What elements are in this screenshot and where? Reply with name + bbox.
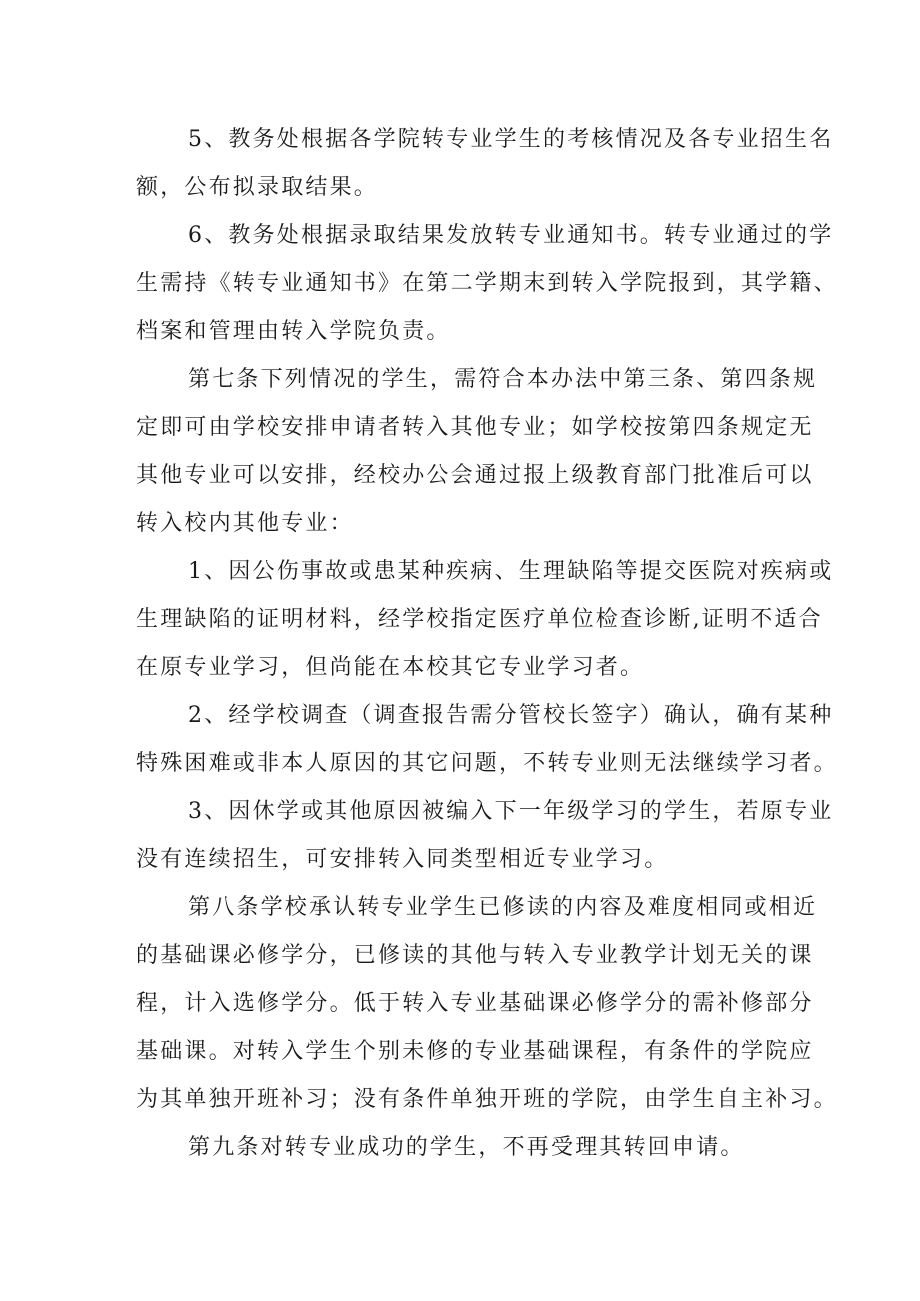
text-line: 定即可由学校安排申请者转入其他专业；如学校按第四条规定无 bbox=[136, 415, 814, 440]
text-line: 生理缺陷的证明材料，经学校指定医疗单位检查诊断,证明不适合 bbox=[136, 607, 823, 632]
paragraph-article-8 bbox=[136, 884, 838, 1124]
text-line: 为其单独开班补习；没有条件单独开班的学院，由学生自主补习。 bbox=[136, 1087, 838, 1112]
text-line: 6、教务处根据录取结果发放转专业通知书。转专业通过的学 bbox=[188, 223, 834, 248]
paragraph-item-2 bbox=[136, 692, 838, 788]
text-line: 特殊困难或非本人原因的其它问题，不转专业则无法继续学习者。 bbox=[136, 751, 838, 776]
paragraph-item-6 bbox=[136, 212, 838, 356]
text-line: 基础课。对转入学生个别未修的专业基础课程，有条件的学院应 bbox=[136, 1039, 814, 1064]
text-line: 5、教务处根据各学院转专业学生的考核情况及各专业招生名 bbox=[188, 127, 834, 152]
paragraph-article-9 bbox=[136, 1124, 796, 1172]
paragraph-item-3 bbox=[136, 788, 834, 884]
document-body bbox=[136, 116, 838, 1172]
text-line: 没有连续招生，可安排转入同类型相近专业学习。 bbox=[136, 847, 669, 872]
text-line: 第九条对转专业成功的学生，不再受理其转回申请。 bbox=[188, 1135, 745, 1160]
text-line: 的基础课必修学分，已修读的其他与转入专业教学计划无关的课 bbox=[136, 943, 814, 968]
text-line: 2、经学校调查（调查报告需分管校长签字）确认，确有某种 bbox=[188, 703, 834, 728]
paragraph-item-5 bbox=[136, 116, 834, 212]
paragraph-item-1 bbox=[136, 548, 834, 692]
text-line: 3、因休学或其他原因被编入下一年级学习的学生，若原专业 bbox=[188, 799, 834, 824]
text-line: 档案和管理由转入学院负责。 bbox=[136, 319, 451, 344]
text-line: 转入校内其他专业： bbox=[136, 511, 354, 536]
text-line: 1、因公伤事故或患某种疾病、生理缺陷等提交医院对疾病或 bbox=[188, 559, 834, 584]
paragraph-article-7 bbox=[136, 356, 818, 548]
text-line: 额，公布拟录取结果。 bbox=[136, 175, 379, 200]
text-line: 在原专业学习，但尚能在本校其它专业学习者。 bbox=[136, 655, 645, 680]
text-line: 第八条学校承认转专业学生已修读的内容及难度相同或相近 bbox=[188, 895, 818, 920]
text-line: 程，计入选修学分。低于转入专业基础课必修学分的需补修部分 bbox=[136, 991, 814, 1016]
text-line: 其他专业可以安排，经校办公会通过报上级教育部门批准后可以 bbox=[136, 463, 814, 488]
text-line: 生需持《转专业通知书》在第二学期末到转入学院报到，其学籍、 bbox=[136, 271, 838, 296]
text-line: 第七条下列情况的学生，需符合本办法中第三条、第四条规 bbox=[188, 367, 818, 392]
